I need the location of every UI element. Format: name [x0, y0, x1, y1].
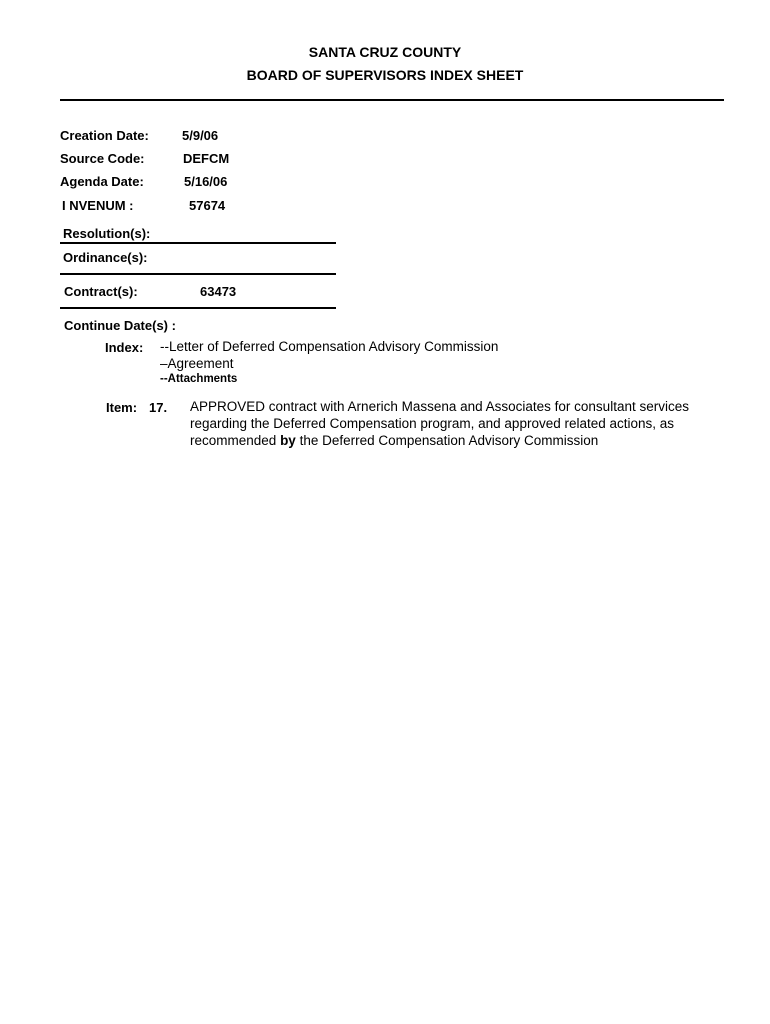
resolutions-divider	[60, 242, 336, 244]
invenum-label: I NVENUM :	[62, 198, 134, 213]
resolutions-label: Resolution(s):	[63, 226, 151, 241]
creation-date-value: 5/9/06	[182, 128, 219, 143]
ordinances-divider	[60, 273, 336, 275]
index-line-agreement: –Agreement	[160, 356, 234, 371]
creation-date-label: Creation Date:	[60, 128, 149, 143]
county-title: SANTA CRUZ COUNTY	[308, 44, 462, 60]
item-text-line-2: regarding the Deferred Compensation program, and approved related actions, as	[190, 416, 675, 431]
contracts-divider	[60, 307, 336, 309]
header-divider	[60, 99, 724, 101]
sheet-title: BOARD OF SUPERVISORS INDEX SHEET	[246, 67, 524, 83]
source-code-value: DEFCM	[183, 151, 230, 166]
item-text-recommended: recommended	[190, 433, 277, 448]
contracts-label: Contract(s):	[64, 284, 138, 299]
item-label: Item:	[106, 400, 138, 415]
source-code-label: Source Code:	[60, 151, 145, 166]
agenda-date-value: 5/16/06	[184, 174, 228, 189]
item-number: 17.	[149, 400, 168, 415]
index-label: Index:	[105, 340, 144, 355]
continue-dates-label: Continue Date(s) :	[64, 318, 176, 333]
index-line-letter: --Letter of Deferred Compensation Advisory Commission	[160, 339, 499, 354]
item-text-line-3	[190, 433, 598, 448]
agenda-date-label: Agenda Date:	[60, 174, 144, 189]
index-line-attachments: --Attachments	[160, 373, 238, 385]
ordinances-label: Ordinance(s):	[63, 250, 148, 265]
invenum-value: 57674	[189, 198, 226, 213]
item-text-line-1: APPROVED contract with Arnerich Massena and Associates for consultant services	[190, 399, 689, 414]
item-text-commission: the Deferred Compensation Advisory Commission	[299, 433, 599, 448]
item-text-by: by	[280, 433, 296, 448]
contracts-value: 63473	[200, 284, 237, 299]
